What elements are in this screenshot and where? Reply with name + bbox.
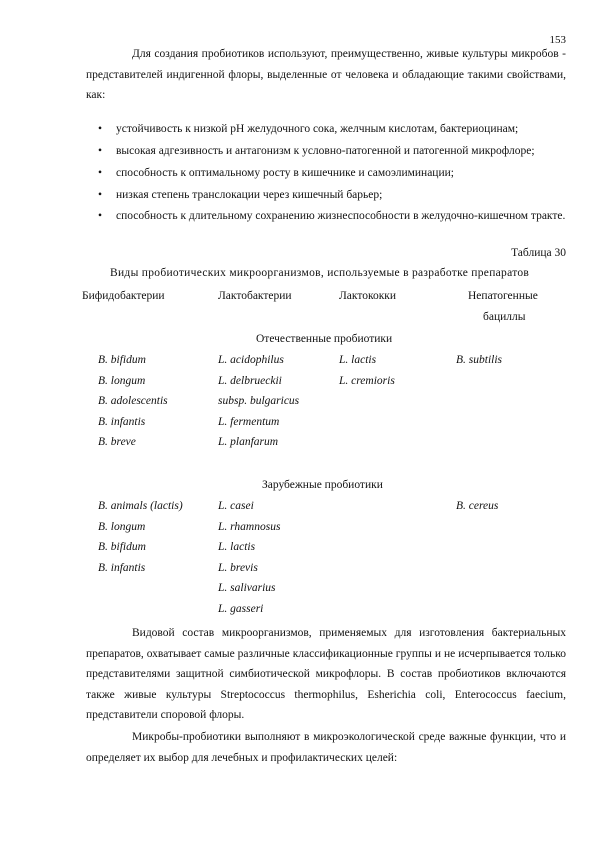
page-number: 153 bbox=[549, 34, 566, 46]
table-cell: B. bifidum bbox=[98, 541, 146, 553]
foreign-bifido-column bbox=[98, 496, 183, 578]
table-label: Таблица 30 bbox=[511, 247, 566, 259]
table-cell: B. subtilis bbox=[456, 354, 503, 366]
table-cell: B. longum bbox=[98, 374, 146, 387]
list-item-text: низкая степень транслокации через кишечный барьер; bbox=[116, 189, 383, 201]
table-cell: L. delbrueckii bbox=[218, 374, 282, 387]
table-cell: L. salivarius bbox=[218, 582, 276, 594]
table-cell: L. fermentum bbox=[218, 415, 280, 428]
table-cell: L. planfarum bbox=[218, 436, 279, 448]
foreign-bacilli-column bbox=[456, 496, 498, 517]
domestic-bacilli-column bbox=[456, 350, 502, 371]
table-cell: B. infantis bbox=[98, 415, 146, 428]
table-cell: L. lactis bbox=[218, 541, 256, 553]
intro-paragraph bbox=[86, 44, 566, 106]
column-header-bacilli: Непатогенные bbox=[468, 290, 538, 302]
section-title-domestic: Отечественные пробиотики bbox=[256, 333, 393, 345]
table-cell: L. gasseri bbox=[218, 602, 264, 615]
properties-list bbox=[86, 118, 566, 227]
table-cell: B. animals (lactis) bbox=[98, 500, 183, 512]
functions-paragraph bbox=[86, 727, 566, 768]
list-item bbox=[86, 206, 566, 227]
species-paragraph bbox=[86, 623, 566, 726]
table-cell: L. casei bbox=[218, 500, 254, 512]
intro-text: Для создания пробиотиков используют, преимущественно, живые культуры микробов - представителей индигенной флоры, выделенные от человека и обладающие такими свойствами, как: bbox=[86, 48, 566, 101]
table-cell: L. cremioris bbox=[339, 374, 395, 387]
table-cell: B. bifidum bbox=[98, 354, 146, 366]
table-cell: B. adolescentis bbox=[98, 395, 168, 407]
column-header-bifido: Бифидобактерии bbox=[82, 290, 165, 302]
bullet-marker: • bbox=[98, 189, 103, 201]
foreign-lacto-column bbox=[218, 496, 280, 619]
list-item-text: способность к оптимальному росту в кишечнике и самоэлиминации; bbox=[116, 167, 454, 179]
table-cell: L. acidophilus bbox=[218, 354, 284, 366]
list-item bbox=[86, 162, 566, 184]
bullet-marker: • bbox=[98, 123, 103, 135]
column-header-lacto: Лактобактерии bbox=[218, 290, 292, 302]
list-item-text: высокая адгезивность и антагонизм к условно-патогенной и патогенной микрофлоре; bbox=[116, 145, 535, 157]
table-cell: L. brevis bbox=[218, 561, 258, 574]
domestic-bifido-column bbox=[98, 350, 168, 453]
column-header-bacilli-line2: бациллы bbox=[483, 311, 526, 323]
domestic-lacto-column bbox=[218, 350, 299, 453]
table-cell: L. lactis bbox=[339, 354, 377, 366]
table-cell: B. breve bbox=[98, 436, 136, 448]
list-item bbox=[86, 140, 566, 162]
list-item-text: устойчивость к низкой pH желудочного сока, желчным кислотам, бактериоцинам; bbox=[116, 123, 519, 135]
bullet-marker: • bbox=[98, 145, 103, 157]
functions-text: Микробы-пробиотики выполняют в микроэкологической среде важные функции, что и определяет их выбор для лечебных и профилактических целей: bbox=[86, 731, 566, 764]
section-title-foreign: Зарубежные пробиотики bbox=[262, 479, 383, 491]
table-cell: B. longum bbox=[98, 520, 146, 533]
bullet-marker: • bbox=[98, 167, 103, 179]
table-cell: B. infantis bbox=[98, 561, 146, 574]
species-text: Видовой состав микроорганизмов, применяемых для изготовления бактериальных препаратов, охватывает самые различные классификационные группы и не исчерпывается только представителями защитной симбиотической микрофлоры. В состав пробиотиков включаются также живые культуры Streptococcus thermophilus, Esherichia coli, Enterococcus faecium, представители споровой флоры. bbox=[86, 627, 566, 721]
column-header-lactococci: Лактококки bbox=[339, 290, 397, 302]
table-cell: B. cereus bbox=[456, 500, 499, 512]
list-item bbox=[86, 118, 566, 140]
table-cell: L. rhamnosus bbox=[218, 520, 281, 533]
table-caption: Виды пробиотических микроорганизмов, используемые в разработке препаратов bbox=[110, 267, 530, 279]
list-item bbox=[86, 184, 566, 206]
list-item-text: способность к длительному сохранению жизнеспособности в желудочно-кишечном тракте. bbox=[116, 210, 566, 222]
domestic-lactococci-column bbox=[339, 350, 395, 391]
bullet-marker: • bbox=[98, 210, 103, 222]
table-cell: subsp. bulgaricus bbox=[218, 395, 300, 407]
